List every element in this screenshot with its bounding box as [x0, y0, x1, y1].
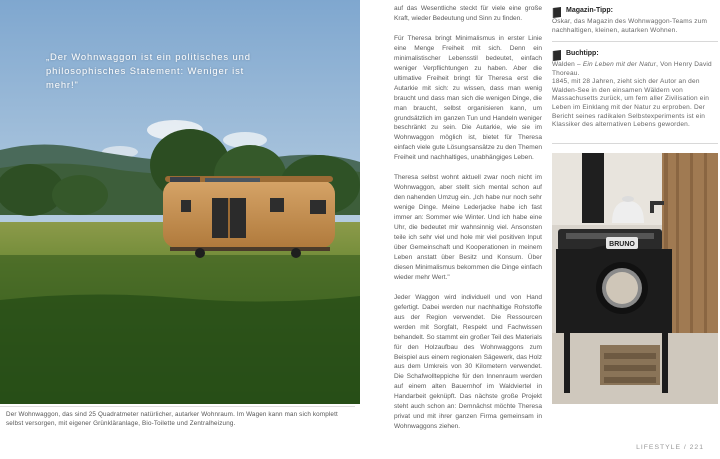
paragraph: Für Theresa bringt Minimalismus in erster Linie eine Menge Freiheit mit sich. Denn ein minimalistischer Lebensstil bedeutet, einfach weniger Verpflichtungen zu haben. Aber die ultimative Freiheit bringt für Theresa erst die Autarkie mit sich: zu wissen, dass man wenig braucht und dass man sich die wenigen Dinge, die man braucht, selbst organisieren kann, um grundsätzlich im ganzen Tun und Handeln weniger beschränkt zu sein. Die Autarkie, wie sie im Wohnwaggon möglich ist, bietet für Theresa einfach viele gute Lösungsansätze zu den Themen Freiheit und nachhaltiges, unabhängiges Leben.	[394, 34, 542, 162]
paragraph: auf das Wesentliche steckt für viele eine große Kraft, wieder Bedeutung und Sinn zu finden.	[394, 5, 542, 22]
paragraph: Theresa selbst wohnt aktuell zwar noch nicht im Wohnwaggon, aber stellt sich mental schon auf den nahenden Umzug ein. „Ich habe nur noch sehr wenige Dinge. Meine Lederjacke habe ich fast immer an: Sommer wie Winter. Und ich habe eine Uhr, die bedeutet mir wahnsinnig viel. Ansonsten teile ich sehr viel und hole mir viel positiven Input über Gemeinschaft und Kooperationen in meinem Leben anstatt über Besitz und Konsum. Über diesen Minimalismus bekommen die Dinge einfach wieder mehr Wert."	[394, 174, 542, 281]
stove-illustration	[552, 153, 718, 404]
article-column	[394, 4, 542, 442]
magazine-tip-text: Oskar, das Magazin des Wohnwaggon-Teams zum nachhaltigen, kleinen, autarken Wohnen.	[552, 18, 708, 34]
page-footer: LIFESTYLE / 221	[636, 444, 704, 451]
book-tip-prefix: Walden –	[552, 61, 583, 68]
photo-caption: Der Wohnwaggon, das sind 25 Quadratmeter natürlicher, autarker Wohnraum. Im Wagen kann man sich komplett selbst versorgen, mit eigener Grünkläranlage, Bio-Toilette und Zentralheizung.	[6, 411, 338, 427]
book-icon	[552, 48, 562, 59]
tiny-house-photo	[0, 0, 360, 404]
book-tip	[552, 47, 720, 130]
book-title: Ein Leben mit der Natur	[582, 61, 657, 68]
tip-divider	[552, 41, 718, 42]
magazine-tip-label: Magazin-Tipp:	[566, 6, 613, 14]
tip-divider	[552, 143, 718, 144]
pull-quote: „Der Wohnwaggon ist ein politisches und philosophisches Statement: Weniger ist mehr!"	[46, 51, 251, 90]
book-tip-suffix: , Von Henry David Thoreau.	[552, 61, 712, 77]
stove-brand: BRUNO	[609, 241, 635, 248]
caption-divider	[0, 406, 355, 407]
magazine-tip	[552, 4, 720, 35]
book-tip-label: Buchtipp:	[566, 49, 599, 57]
book-tip-body: 1845, mit 28 Jahren, zieht sich der Autor an den Walden-See in den einsamen Wäldern von Massachusetts zurück, um fern aller Zivilisation ein Leben im Einklang mit der Natur zu erproben. Der Bericht seines radikalen Selbstexperiments ist ein Klassiker des alternativen Lebens geworden.	[552, 78, 710, 129]
stove-photo	[552, 153, 718, 404]
book-icon	[552, 5, 562, 16]
paragraph: Jeder Waggon wird individuell und von Hand gefertigt. Dabei werden nur nachhaltige Rohstoffe aus der Region verwendet. Die Ressourcen werden mit Sorgfalt, Respekt und Fachwissen behandelt. So stammt ein großer Teil des Materials für den Holzaufbau des Wohnwaggons zum Beispiel aus einem regionalen Sägewerk, das Holz aus dem Umkreis von 30 Kilometern verwendet. Die Schafwollteppiche für den Innenraum werden auf einem alten Bauernhof im Waldviertel in Handarbeit geknüpft. Das nächste große Projekt steht auch schon an: Demnächst möchte Theresa privat und mit ihrer ganzen Firma gemeinsam in Wohnwaggons ziehen.	[394, 293, 542, 431]
book-tip-text	[552, 61, 720, 130]
